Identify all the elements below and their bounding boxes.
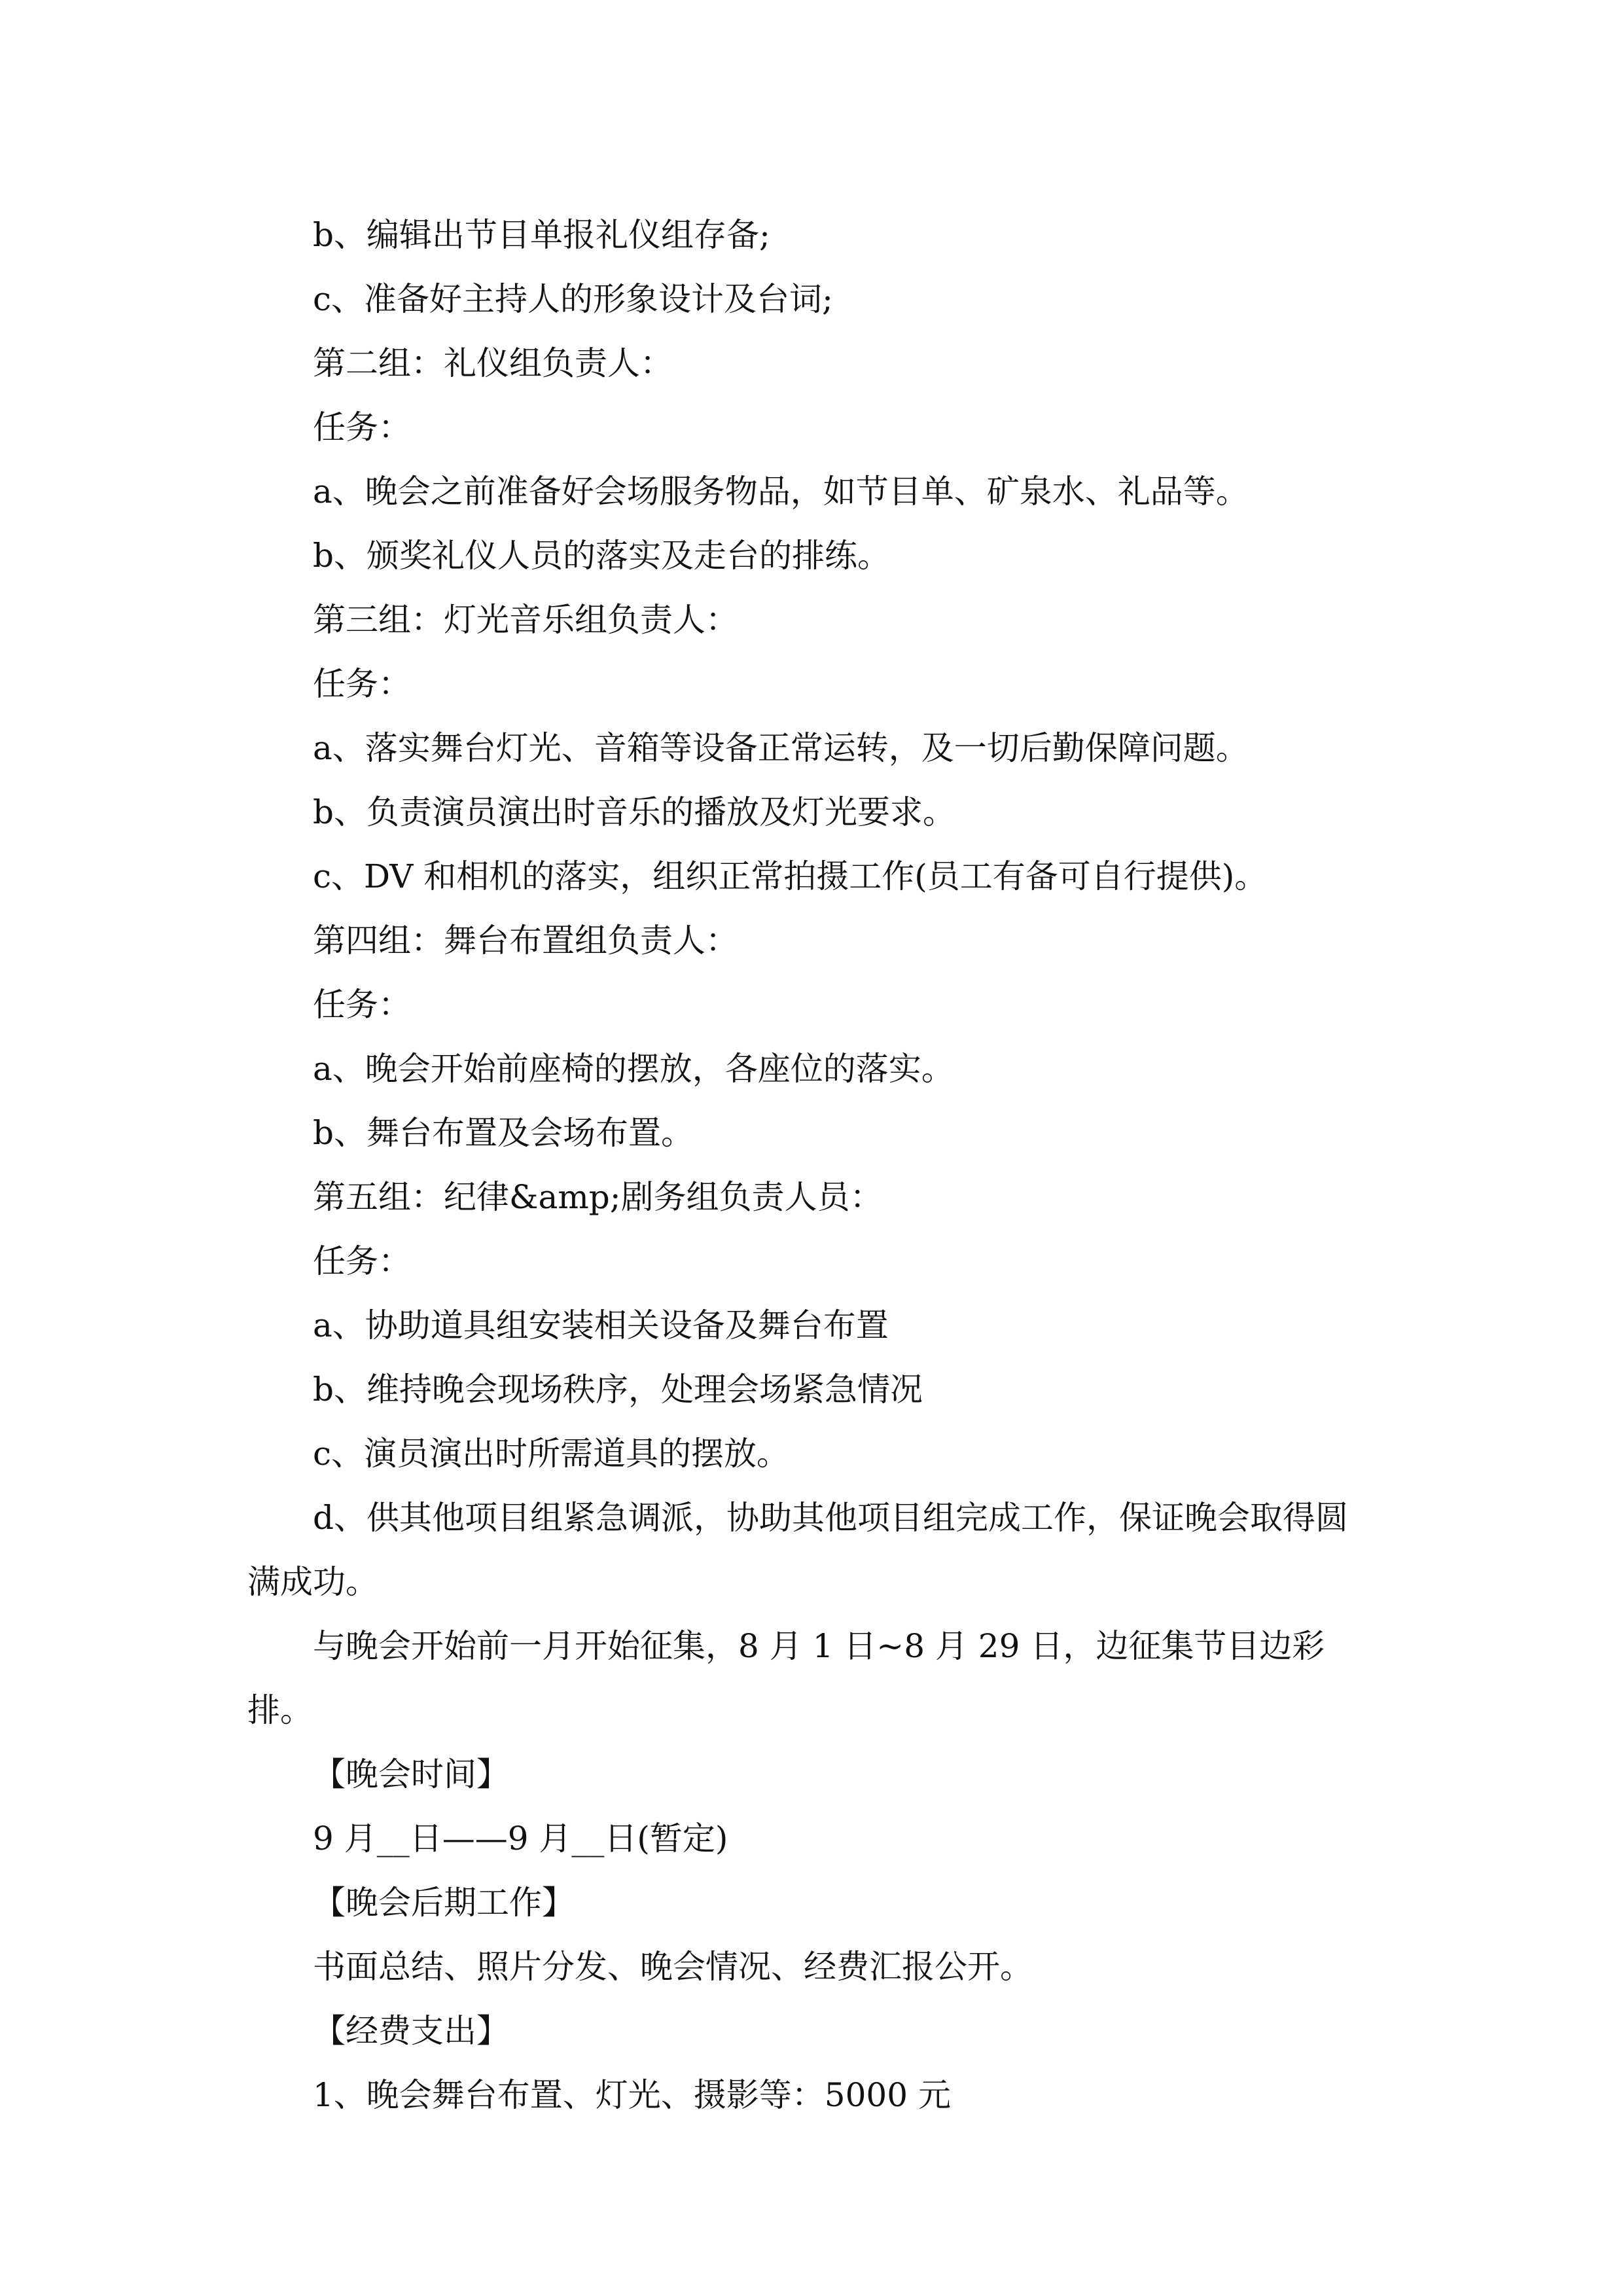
paragraph-venue-items: a、晚会之前准备好会场服务物品，如节目单、矿泉水、礼品等。: [313, 473, 1249, 511]
paragraph-stage-setup: b、舞台布置及会场布置。: [313, 1114, 694, 1152]
task-label: 任务：: [313, 986, 411, 1024]
paragraph-expense-item-1: 1、晚会舞台布置、灯光、摄影等：5000 元: [313, 2076, 951, 2114]
document-body: [247, 203, 1376, 2127]
paragraph-seating: a、晚会开始前座椅的摆放，各座位的落实。: [313, 1050, 954, 1088]
section-heading-follow-up: 【晚会后期工作】: [313, 1884, 575, 1922]
paragraph-order: b、维持晚会现场秩序，处理会场紧急情况: [313, 1371, 923, 1408]
paragraph-stage-lighting: a、落实舞台灯光、音箱等设备正常运转，及一切后勤保障问题。: [313, 729, 1249, 767]
paragraph-host-prep: c、准备好主持人的形象设计及台词;: [313, 280, 833, 318]
paragraph-program-list: b、编辑出节目单报礼仪组存备;: [313, 216, 770, 254]
task-label: 任务：: [313, 408, 411, 446]
paragraph-award-etiquette: b、颁奖礼仪人员的落实及走台的排练。: [313, 537, 891, 575]
paragraph-follow-up: 书面总结、照片分发、晚会情况、经费汇报公开。: [313, 1948, 1033, 1986]
task-label: 任务：: [313, 665, 411, 703]
paragraph-collection-schedule: 与晚会开始前一月开始征集，8 月 1 日~8 月 29 日，边征集节目边彩排。: [247, 1627, 1325, 1729]
section-heading-expenses: 【经费支出】: [313, 2012, 509, 2050]
task-label: 任务：: [313, 1242, 411, 1280]
group-2-heading: 第二组：礼仪组负责人：: [313, 344, 673, 382]
paragraph-props-install: a、协助道具组安装相关设备及舞台布置: [313, 1306, 889, 1344]
paragraph-party-dates: 9 月__日——9 月__日(暂定): [313, 1820, 728, 1857]
group-5-heading: 第五组：纪律&amp;剧务组负责人员：: [313, 1178, 883, 1216]
group-3-heading: 第三组：灯光音乐组负责人：: [313, 601, 738, 639]
group-4-heading: 第四组：舞台布置组负责人：: [313, 922, 738, 960]
paragraph-music-playback: b、负责演员演出时音乐的播放及灯光要求。: [313, 793, 956, 831]
paragraph-props-placement: c、演员演出时所需道具的摆放。: [313, 1435, 790, 1473]
section-heading-party-time: 【晚会时间】: [313, 1755, 509, 1793]
paragraph-dispatch: d、供其他项目组紧急调派，协助其他项目组完成工作，保证晚会取得圆满成功。: [247, 1499, 1349, 1601]
paragraph-dv-camera: c、DV 和相机的落实，组织正常拍摄工作(员工有备可自行提供)。: [313, 857, 1268, 895]
